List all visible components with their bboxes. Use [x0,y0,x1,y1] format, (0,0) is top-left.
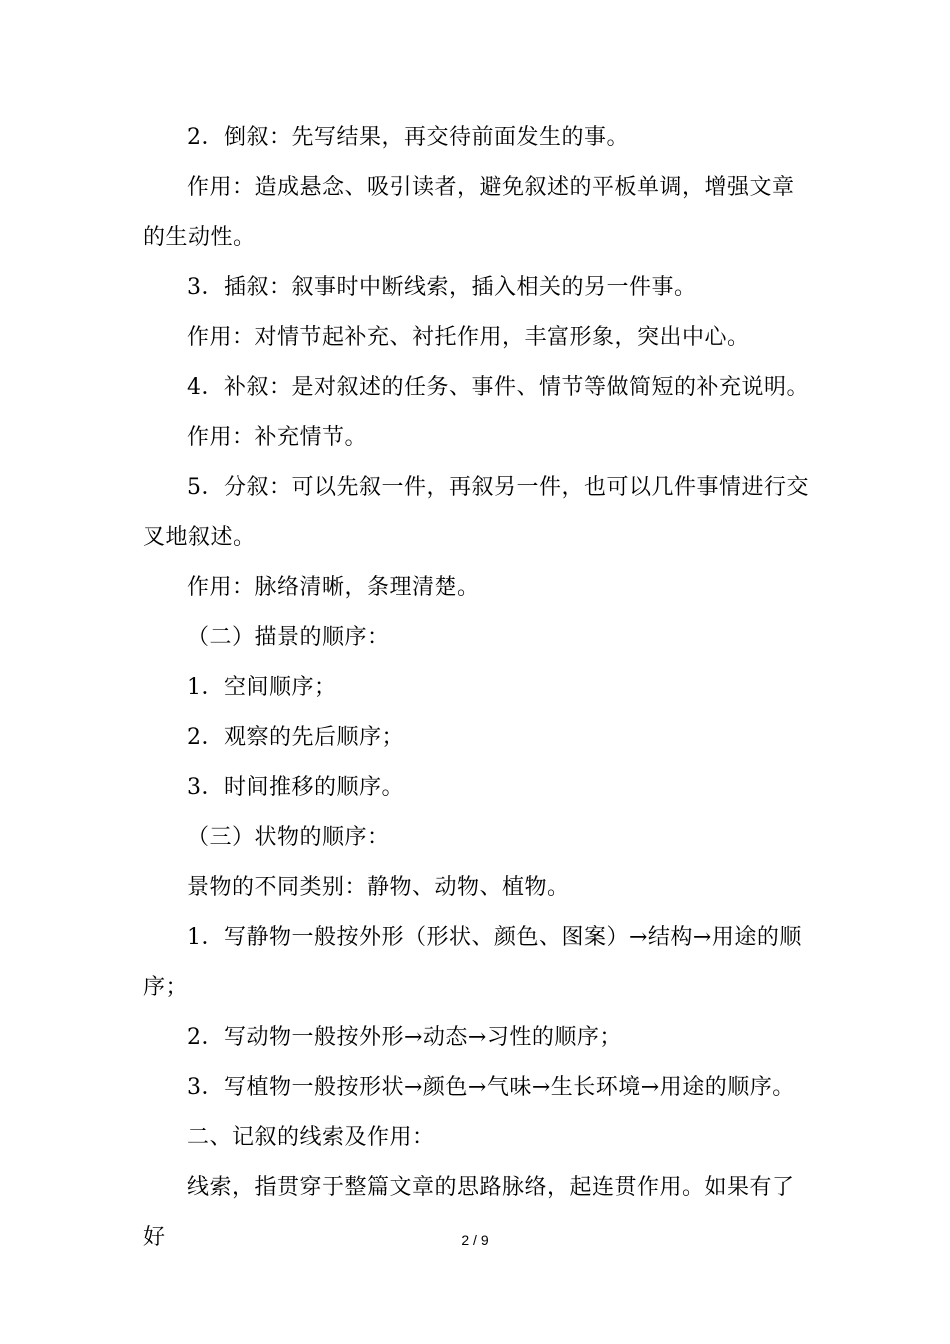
paragraph-8: 作用：脉络清晰，条理清楚。 [187,575,480,600]
section-heading-object-order: （三）状物的顺序： [187,825,390,850]
paragraph-11: 2．观察的先后顺序； [187,725,404,750]
document-body [143,113,809,1263]
paragraph-1: 2．倒叙：先写结果，再交待前面发生的事。 [187,125,629,150]
paragraph-12: 3．时间推移的顺序。 [187,775,404,800]
section-heading-narrative-clues: 二、记叙的线索及作用： [187,1125,435,1150]
paragraph-17: 3．写植物一般按形状→颜色→气味→生长环境→用途的顺序。 [187,1075,795,1100]
paragraph-2: 作用：造成悬念、吸引读者，避免叙述的平板单调，增强文章的生动性。 [143,175,795,250]
paragraph-16: 2．写动物一般按外形→动态→习性的顺序； [187,1025,622,1050]
paragraph-10: 1．空间顺序； [187,675,337,700]
paragraph-19: 线索，指贯穿于整篇文章的思路脉络，起连贯作用。如果有了好 [143,1175,795,1250]
paragraph-14: 景物的不同类别：静物、动物、植物。 [187,875,570,900]
paragraph-15: 1．写静物一般按外形（形状、颜色、图案）→结构→用途的顺序； [143,925,802,1000]
section-heading-scene-order: （二）描景的顺序： [187,625,390,650]
paragraph-5: 4．补叙：是对叙述的任务、事件、情节等做简短的补充说明。 [187,375,809,400]
paragraph-3: 3．插叙：叙事时中断线索，插入相关的另一件事。 [187,275,697,300]
paragraph-6: 作用：补充情节。 [187,425,368,450]
paragraph-4: 作用：对情节起补充、衬托作用，丰富形象，突出中心。 [187,325,750,350]
page-number: 2 / 9 [461,1232,489,1248]
paragraph-7: 5．分叙：可以先叙一件，再叙另一件，也可以几件事情进行交叉地叙述。 [143,475,809,550]
